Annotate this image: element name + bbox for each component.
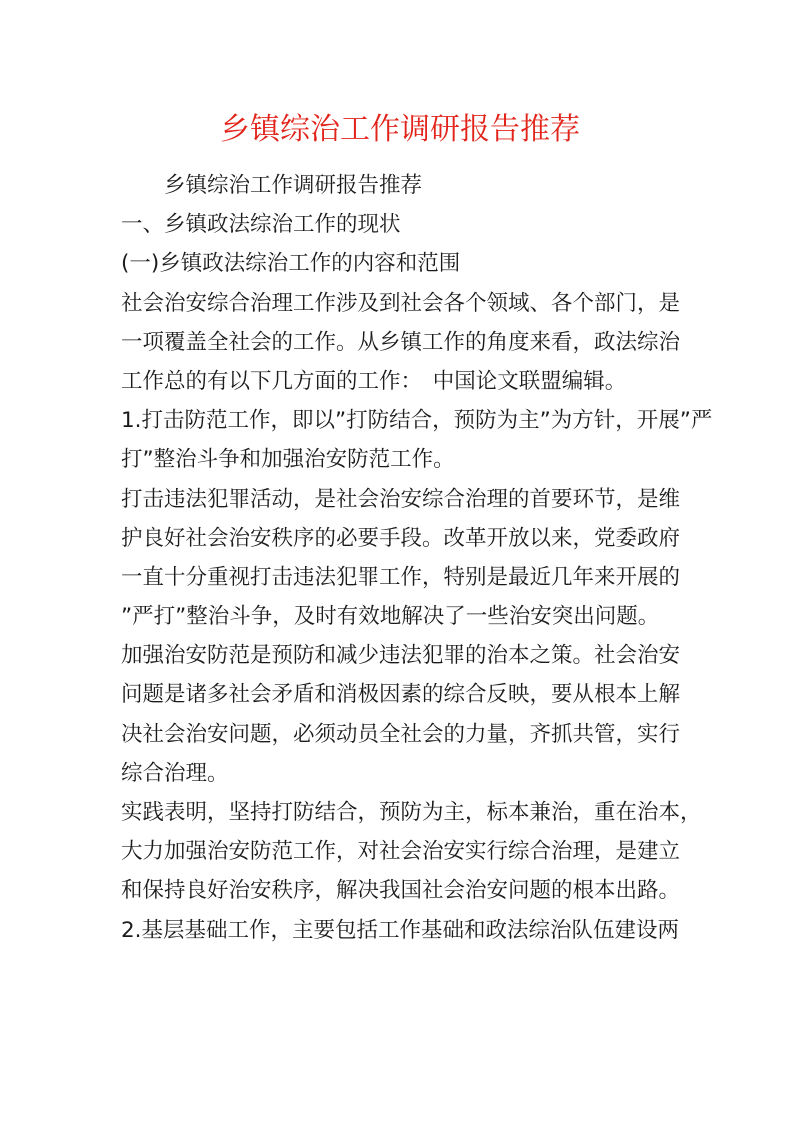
paragraph-line: 一直十分重视打击违法犯罪工作，特别是最近几年来开展的 [121,564,681,590]
paragraph-line: 打”整治斗争和加强治安防范工作。 [121,447,455,473]
paragraph-line: 2.基层基础工作，主要包括工作基础和政法综治队伍建设两 [121,917,680,943]
section-heading: 一、乡镇政法综治工作的现状 [121,212,401,238]
paragraph-line: ”严打”整治斗争，及时有效地解决了一些治安突出问题。 [121,604,660,630]
subsection-heading: (一)乡镇政法综治工作的内容和范围 [121,251,461,277]
document-body [121,166,713,950]
paragraph-line: 决社会治安问题，必须动员全社会的力量，齐抓共管，实行 [121,721,681,747]
paragraph-line: 加强治安防范是预防和减少违法犯罪的治本之策。社会治安 [121,643,681,669]
paragraph-line: 一项覆盖全社会的工作。从乡镇工作的角度来看，政法综治 [121,329,681,355]
paragraph-line: 工作总的有以下几方面的工作： 中国论文联盟编辑。 [121,368,627,394]
paragraph-line: 护良好社会治安秩序的必要手段。改革开放以来，党委政府 [121,525,681,551]
paragraph-line: 社会治安综合治理工作涉及到社会各个领域、各个部门，是 [121,290,681,316]
paragraph-line: 综合治理。 [121,760,229,786]
paragraph-line: 和保持良好治安秩序，解决我国社会治安问题的根本出路。 [121,878,681,904]
document-title: 乡镇综治工作调研报告推荐 [220,112,580,147]
paragraph-line: 1.打击防范工作，即以”打防结合，预防为主”为方针，开展”严 [121,408,713,434]
paragraph-line: 打击违法犯罪活动，是社会治安综合治理的首要环节，是维 [121,486,681,512]
paragraph-line: 问题是诸多社会矛盾和消极因素的综合反映，要从根本上解 [121,682,681,708]
subtitle-line: 乡镇综治工作调研报告推荐 [164,173,423,198]
paragraph-line: 实践表明，坚持打防结合，预防为主，标本兼治，重在治本， [121,800,702,825]
paragraph-line: 大力加强治安防范工作，对社会治安实行综合治理，是建立 [121,839,681,865]
